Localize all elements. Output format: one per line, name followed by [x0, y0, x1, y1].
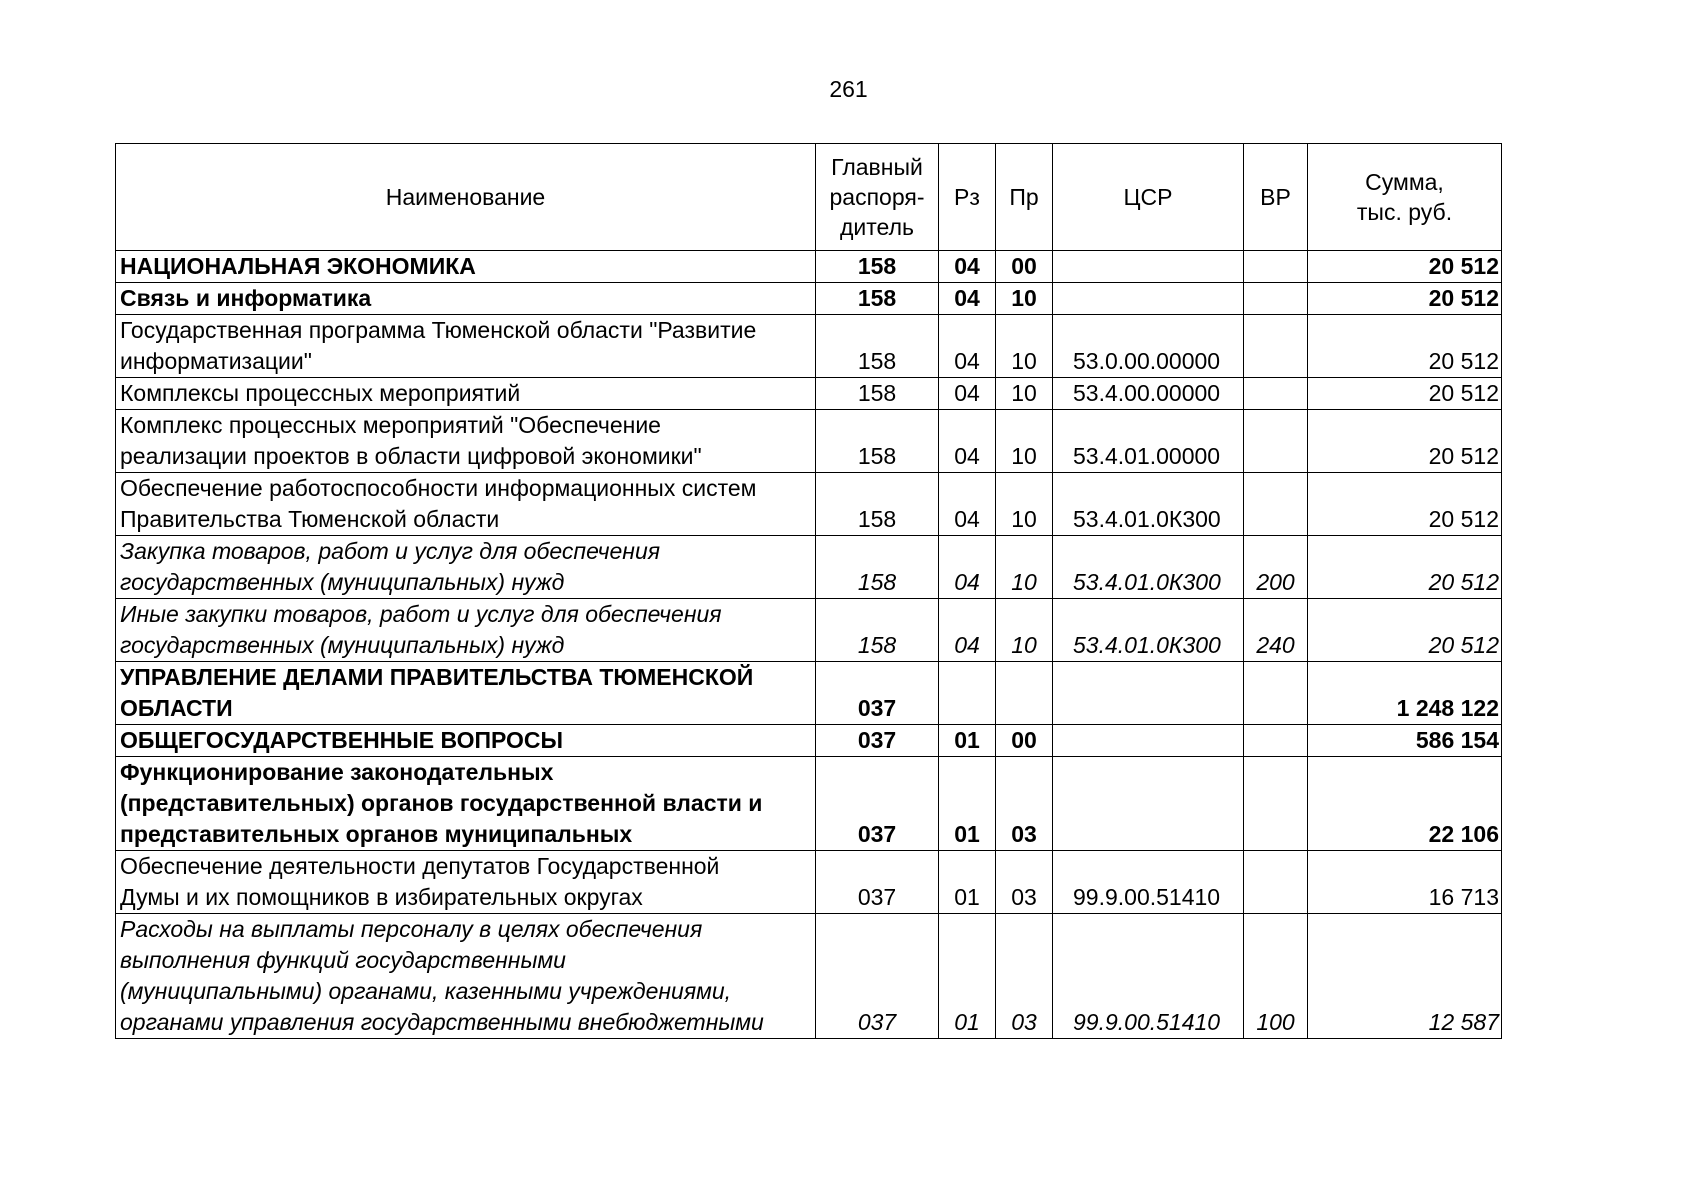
cell-name-line: УПРАВЛЕНИЕ ДЕЛАМИ ПРАВИТЕЛЬСТВА ТЮМЕНСКОЙ: [120, 664, 754, 690]
table-row: [116, 599, 1502, 662]
cell-pr: 00: [996, 251, 1053, 283]
cell-name: [116, 473, 816, 536]
cell-csr: [1053, 662, 1244, 725]
cell-sum: 20 512: [1308, 599, 1502, 662]
table-row: [116, 725, 1502, 757]
cell-name-line: реализации проектов в области цифровой экономики": [120, 443, 702, 469]
header-grbs: [816, 144, 939, 251]
cell-name: [116, 315, 816, 378]
cell-grbs: 158: [816, 251, 939, 283]
cell-name: [116, 378, 816, 410]
cell-name-line: (представительных) органов государственной власти и: [120, 790, 763, 816]
cell-name-line: государственных (муниципальных) нужд: [120, 569, 565, 595]
cell-rz: 01: [939, 757, 996, 851]
cell-grbs: 158: [816, 410, 939, 473]
cell-rz: [939, 662, 996, 725]
cell-vr: [1244, 315, 1308, 378]
table-row: [116, 473, 1502, 536]
cell-sum: 1 248 122: [1308, 662, 1502, 725]
budget-table: [115, 143, 1502, 1039]
cell-rz: 04: [939, 473, 996, 536]
header-pr: Пр: [996, 144, 1053, 251]
cell-rz: 04: [939, 283, 996, 315]
cell-sum: 16 713: [1308, 851, 1502, 914]
cell-pr: 10: [996, 378, 1053, 410]
cell-grbs: 158: [816, 599, 939, 662]
cell-rz: 04: [939, 599, 996, 662]
cell-vr: [1244, 473, 1308, 536]
cell-sum: 20 512: [1308, 536, 1502, 599]
cell-grbs: 037: [816, 851, 939, 914]
cell-name-line: ОБЛАСТИ: [120, 695, 233, 721]
cell-sum: 20 512: [1308, 315, 1502, 378]
cell-vr: [1244, 378, 1308, 410]
cell-csr: 53.4.01.00000: [1053, 410, 1244, 473]
cell-csr: 99.9.00.51410: [1053, 851, 1244, 914]
cell-name: [116, 536, 816, 599]
table-row: [116, 410, 1502, 473]
cell-rz: 04: [939, 251, 996, 283]
cell-csr: [1053, 283, 1244, 315]
cell-csr: [1053, 757, 1244, 851]
cell-pr: 10: [996, 283, 1053, 315]
cell-grbs: 037: [816, 757, 939, 851]
cell-name-line: Закупка товаров, работ и услуг для обеспечения: [120, 538, 661, 564]
cell-name-line: Государственная программа Тюменской области "Развитие: [120, 317, 757, 343]
cell-rz: 04: [939, 410, 996, 473]
header-sum-line: Сумма,: [1365, 169, 1444, 195]
cell-name-line: выполнения функций государственными: [120, 947, 566, 973]
cell-csr: 53.4.01.0К300: [1053, 536, 1244, 599]
cell-grbs: 158: [816, 315, 939, 378]
cell-pr: 10: [996, 599, 1053, 662]
cell-name-line: НАЦИОНАЛЬНАЯ ЭКОНОМИКА: [120, 253, 476, 279]
table-row: [116, 536, 1502, 599]
cell-vr: [1244, 410, 1308, 473]
cell-vr: [1244, 851, 1308, 914]
header-sum-line: тыс. руб.: [1356, 199, 1453, 225]
cell-pr: 03: [996, 914, 1053, 1039]
cell-name-line: ОБЩЕГОСУДАРСТВЕННЫЕ ВОПРОСЫ: [120, 727, 564, 753]
header-vr: ВР: [1244, 144, 1308, 251]
table-row: [116, 914, 1502, 1039]
cell-name-line: Правительства Тюменской области: [120, 506, 500, 532]
cell-name: [116, 851, 816, 914]
cell-name: [116, 757, 816, 851]
header-grbs-line: распоря-: [829, 184, 925, 210]
table-row: [116, 283, 1502, 315]
table-row: [116, 315, 1502, 378]
cell-sum: 20 512: [1308, 410, 1502, 473]
cell-pr: 00: [996, 725, 1053, 757]
cell-vr: [1244, 283, 1308, 315]
cell-name: [116, 599, 816, 662]
table-header-row: [116, 144, 1502, 251]
cell-csr: [1053, 725, 1244, 757]
cell-name-line: Обеспечение работоспособности информационных систем: [120, 475, 757, 501]
cell-vr: 240: [1244, 599, 1308, 662]
cell-name: [116, 662, 816, 725]
cell-name-line: (муниципальными) органами, казенными учреждениями,: [120, 978, 732, 1004]
cell-pr: 10: [996, 473, 1053, 536]
cell-vr: 200: [1244, 536, 1308, 599]
header-rz: Рз: [939, 144, 996, 251]
cell-grbs: 037: [816, 914, 939, 1039]
cell-grbs: 158: [816, 378, 939, 410]
cell-csr: 53.4.01.0К300: [1053, 473, 1244, 536]
cell-csr: 53.4.00.00000: [1053, 378, 1244, 410]
header-grbs-line: Главный: [831, 154, 923, 180]
cell-rz: 04: [939, 315, 996, 378]
cell-sum: 586 154: [1308, 725, 1502, 757]
table-row: [116, 757, 1502, 851]
cell-rz: 01: [939, 725, 996, 757]
cell-name: [116, 725, 816, 757]
cell-rz: 01: [939, 851, 996, 914]
cell-sum: 20 512: [1308, 251, 1502, 283]
page-number: 261: [829, 76, 868, 102]
cell-grbs: 037: [816, 725, 939, 757]
header-name: Наименование: [116, 144, 816, 251]
cell-name-line: Функционирование законодательных: [120, 759, 554, 785]
cell-name: [116, 914, 816, 1039]
cell-pr: 03: [996, 757, 1053, 851]
cell-vr: [1244, 757, 1308, 851]
cell-sum: 12 587: [1308, 914, 1502, 1039]
cell-rz: 04: [939, 536, 996, 599]
header-csr: ЦСР: [1053, 144, 1244, 251]
cell-pr: 03: [996, 851, 1053, 914]
cell-name-line: Расходы на выплаты персоналу в целях обеспечения: [120, 916, 703, 942]
cell-rz: 01: [939, 914, 996, 1039]
cell-name: [116, 251, 816, 283]
cell-name-line: Связь и информатика: [120, 285, 372, 311]
cell-sum: 22 106: [1308, 757, 1502, 851]
cell-grbs: 158: [816, 473, 939, 536]
cell-name: [116, 283, 816, 315]
table-row: [116, 662, 1502, 725]
cell-sum: 20 512: [1308, 473, 1502, 536]
cell-name-line: Думы и их помощников в избирательных округах: [120, 884, 643, 910]
cell-name-line: информатизации": [120, 348, 312, 374]
cell-name-line: Комплексы процессных мероприятий: [120, 380, 521, 406]
cell-name-line: органами управления государственными внебюджетными: [120, 1009, 764, 1035]
table-row: [116, 378, 1502, 410]
cell-csr: 53.4.01.0К300: [1053, 599, 1244, 662]
cell-pr: 10: [996, 536, 1053, 599]
cell-name-line: Обеспечение деятельности депутатов Государственной: [120, 853, 720, 879]
cell-name-line: Иные закупки товаров, работ и услуг для обеспечения: [120, 601, 722, 627]
cell-pr: 10: [996, 410, 1053, 473]
cell-vr: 100: [1244, 914, 1308, 1039]
cell-grbs: 037: [816, 662, 939, 725]
cell-rz: 04: [939, 378, 996, 410]
cell-pr: [996, 662, 1053, 725]
cell-name-line: государственных (муниципальных) нужд: [120, 632, 565, 658]
cell-sum: 20 512: [1308, 283, 1502, 315]
header-grbs-line: дитель: [840, 214, 914, 240]
cell-vr: [1244, 725, 1308, 757]
cell-csr: 53.0.00.00000: [1053, 315, 1244, 378]
table-body: [116, 251, 1502, 1039]
cell-name-line: Комплекс процессных мероприятий "Обеспечение: [120, 412, 661, 438]
cell-name-line: представительных органов муниципальных: [120, 821, 633, 847]
cell-grbs: 158: [816, 536, 939, 599]
cell-vr: [1244, 662, 1308, 725]
cell-csr: [1053, 251, 1244, 283]
cell-pr: 10: [996, 315, 1053, 378]
header-sum: [1308, 144, 1502, 251]
cell-sum: 20 512: [1308, 378, 1502, 410]
cell-grbs: 158: [816, 283, 939, 315]
table-row: [116, 851, 1502, 914]
table-row: [116, 251, 1502, 283]
cell-csr: 99.9.00.51410: [1053, 914, 1244, 1039]
cell-name: [116, 410, 816, 473]
cell-vr: [1244, 251, 1308, 283]
